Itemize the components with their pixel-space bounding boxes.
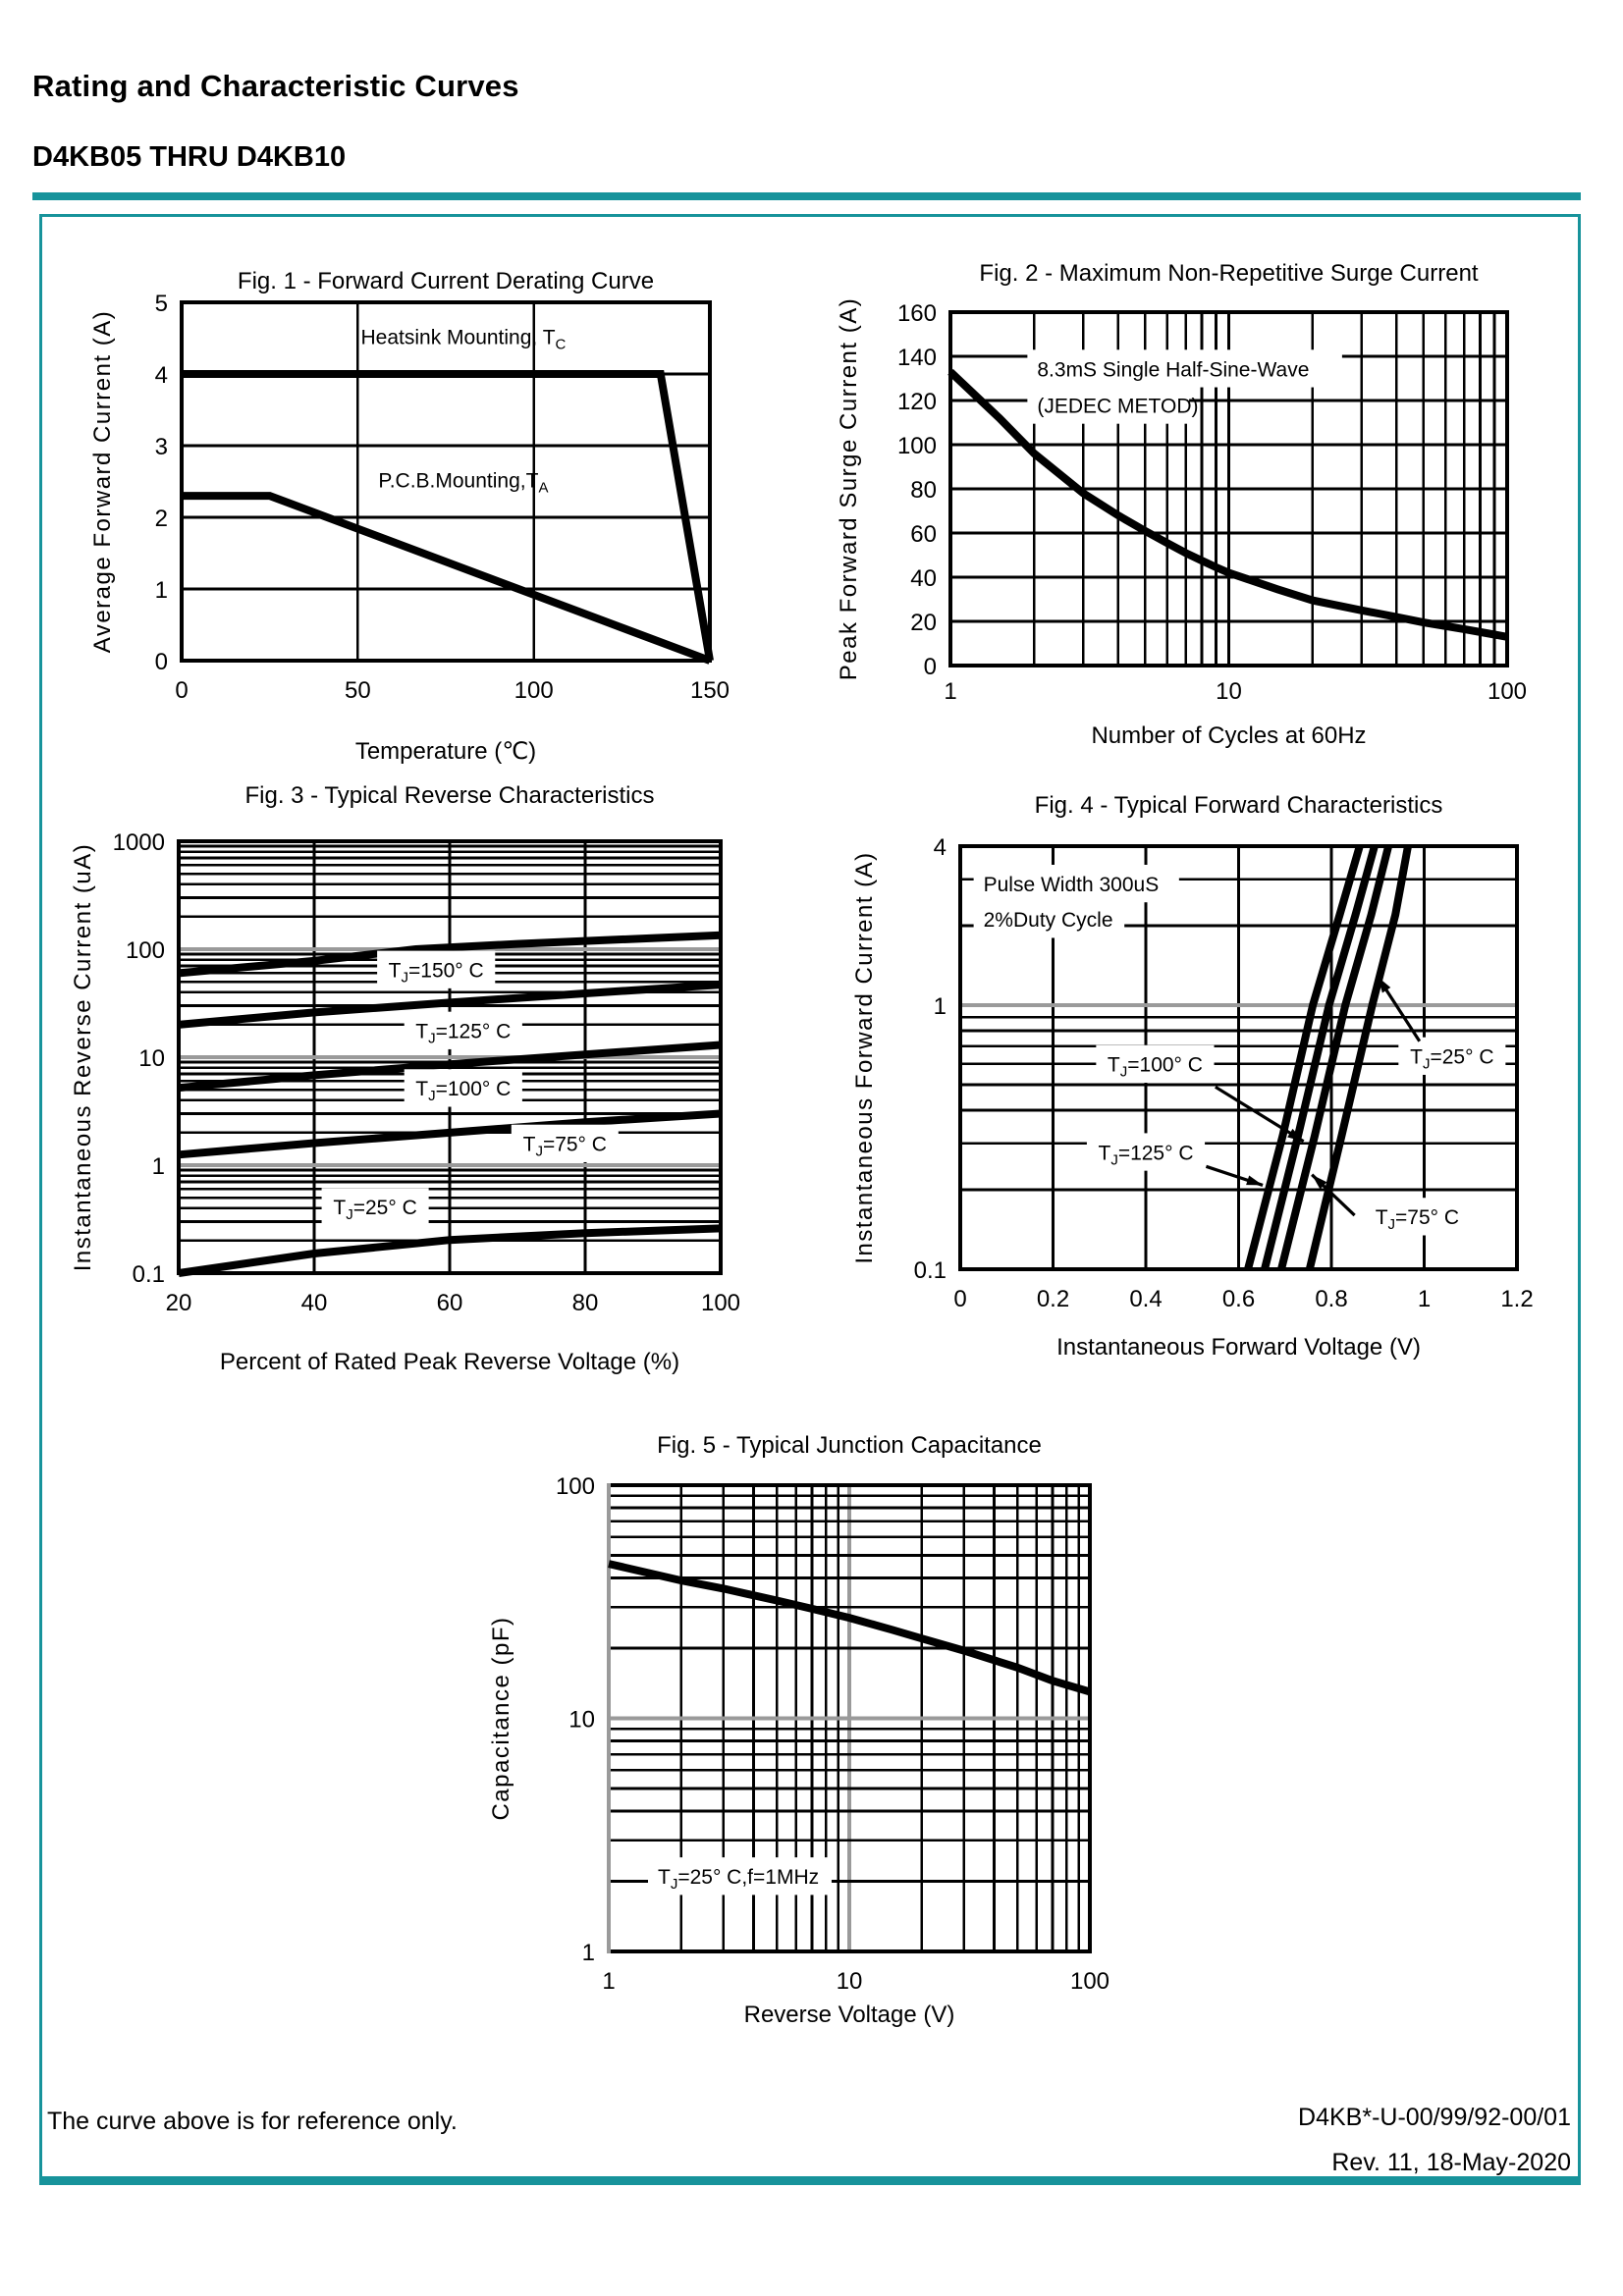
reference-note: The curve above is for reference only. xyxy=(47,2108,458,2135)
svg-text:1: 1 xyxy=(602,1968,616,1995)
svg-text:0.2: 0.2 xyxy=(1036,1286,1070,1312)
svg-text:10: 10 xyxy=(836,1968,863,1995)
svg-text:0.8: 0.8 xyxy=(1315,1286,1348,1312)
fig4-label-tj-75-c: $T_J=75^\circ$ C xyxy=(1375,1206,1460,1234)
fig1-label-heatsink-mounting-tc: Heatsink Mounting, $T_C$ xyxy=(360,326,567,353)
svg-text:10: 10 xyxy=(138,1045,165,1072)
svg-text:1: 1 xyxy=(581,1940,595,1966)
svg-text:100: 100 xyxy=(1487,678,1528,705)
svg-text:0: 0 xyxy=(154,649,168,675)
svg-text:1.2: 1.2 xyxy=(1500,1286,1534,1312)
fig3-grid xyxy=(179,841,721,1273)
svg-text:160: 160 xyxy=(896,300,937,327)
svg-text:50: 50 xyxy=(344,677,371,704)
svg-text:0: 0 xyxy=(953,1286,967,1312)
fig3-label-tj-100-c: $T_J=100^\circ$ C xyxy=(415,1078,512,1105)
svg-text:3: 3 xyxy=(154,434,168,460)
svg-text:1: 1 xyxy=(944,678,957,705)
fig2-maximum-non-repetitive-surge-current-chart xyxy=(836,260,1527,749)
svg-text:1: 1 xyxy=(1417,1286,1432,1312)
svg-text:0.6: 0.6 xyxy=(1221,1286,1256,1312)
svg-text:0: 0 xyxy=(175,677,189,704)
fig1-forward-current-derating-curve-chart xyxy=(89,268,730,765)
svg-text:80: 80 xyxy=(571,1290,599,1316)
document-number: D4KB*-U-00/99/92-00/01 xyxy=(1298,2104,1571,2131)
part-number-range: D4KB05 THRU D4KB10 xyxy=(32,141,347,173)
fig2-label-jedec-metod: (JEDEC METOD) xyxy=(1037,395,1199,418)
svg-text:1000: 1000 xyxy=(112,829,165,856)
fig2-label-8-3ms-single-half-sine-wave: 8.3mS Single Half-Sine-Wave xyxy=(1037,358,1310,382)
fig4-y-axis-title: Instantaneous Forward Current (A) xyxy=(851,851,878,1264)
svg-text:10: 10 xyxy=(1216,678,1242,705)
svg-text:120: 120 xyxy=(896,389,937,415)
fig5-typical-junction-capacitance-chart xyxy=(488,1432,1109,2028)
svg-text:60: 60 xyxy=(436,1290,463,1316)
fig3-label-tj-125-c: $T_J=125^\circ$ C xyxy=(415,1020,512,1047)
fig4-label-2-duty-cycle: 2%Duty Cycle xyxy=(983,909,1113,933)
svg-text:20: 20 xyxy=(165,1290,192,1316)
fig3-y-axis-title: Instantaneous Reverse Current (uA) xyxy=(70,842,96,1272)
fig3-label-tj-75-c: $T_J=75^\circ$ C xyxy=(522,1133,607,1160)
fig4-label-tj-125-c: $T_J=125^\circ$ C xyxy=(1098,1142,1194,1169)
svg-text:0.4: 0.4 xyxy=(1129,1286,1163,1312)
svg-text:0.1: 0.1 xyxy=(913,1257,947,1284)
fig1-title: Fig. 1 - Forward Current Derating Curve xyxy=(237,268,655,294)
svg-text:60: 60 xyxy=(910,521,937,548)
fig2-x-axis-title: Number of Cycles at 60Hz xyxy=(1091,722,1367,749)
svg-text:1: 1 xyxy=(933,992,947,1020)
revision-date: Rev. 11, 18-May-2020 xyxy=(1331,2149,1571,2176)
fig4-callout-arrow-2 xyxy=(1206,1166,1263,1185)
svg-text:100: 100 xyxy=(896,433,937,459)
svg-text:40: 40 xyxy=(910,565,937,592)
svg-text:150: 150 xyxy=(689,677,730,704)
fig4-title: Fig. 4 - Typical Forward Characteristics xyxy=(1034,792,1443,819)
svg-text:40: 40 xyxy=(300,1290,328,1316)
svg-text:100: 100 xyxy=(555,1473,595,1500)
fig5-title: Fig. 5 - Typical Junction Capacitance xyxy=(657,1432,1042,1459)
fig4-x-axis-title: Instantaneous Forward Voltage (V) xyxy=(1056,1334,1421,1361)
fig5-y-axis-title: Capacitance (pF) xyxy=(488,1616,514,1821)
fig4-typical-forward-characteristics-chart xyxy=(851,792,1534,1361)
fig1-label-p-c-b-mounting-ta: $P.C.B.Mounting,T_A$ xyxy=(378,469,549,497)
svg-text:4: 4 xyxy=(154,362,168,389)
fig1-x-axis-title: Temperature (℃) xyxy=(354,738,537,765)
svg-text:100: 100 xyxy=(700,1290,741,1316)
svg-text:100: 100 xyxy=(514,677,554,704)
fig1-y-axis-title: Average Forward Current (A) xyxy=(89,309,116,654)
svg-text:2: 2 xyxy=(154,506,168,532)
page-title: Rating and Characteristic Curves xyxy=(32,69,519,103)
svg-text:0.1: 0.1 xyxy=(132,1261,165,1288)
svg-text:10: 10 xyxy=(568,1706,595,1734)
svg-text:100: 100 xyxy=(1069,1968,1110,1995)
fig4-label-tj-25-c: $T_J=25^\circ$ C xyxy=(1410,1045,1494,1073)
svg-text:5: 5 xyxy=(154,291,168,317)
fig2-y-axis-title: Peak Forward Surge Current (A) xyxy=(836,296,862,681)
svg-text:100: 100 xyxy=(125,937,165,964)
svg-text:4: 4 xyxy=(933,834,947,861)
fig3-label-tj-25-c: $T_J=25^\circ$ C xyxy=(333,1197,417,1224)
fig3-typical-reverse-characteristics-chart xyxy=(70,782,740,1375)
fig2-title: Fig. 2 - Maximum Non-Repetitive Surge Current xyxy=(979,260,1479,287)
fig1-series-pcb-mounting-ta xyxy=(182,496,710,661)
fig5-axis-ticks xyxy=(556,1473,1109,1995)
svg-text:1: 1 xyxy=(151,1153,165,1180)
fig5-x-axis-title: Reverse Voltage (V) xyxy=(743,2002,955,2028)
fig3-x-axis-title: Percent of Rated Peak Reverse Voltage (%) xyxy=(219,1349,680,1375)
fig4-label-pulse-width-300us: Pulse Width 300uS xyxy=(983,873,1160,896)
svg-text:80: 80 xyxy=(910,477,937,504)
svg-text:140: 140 xyxy=(896,345,937,371)
svg-text:20: 20 xyxy=(910,610,937,636)
fig4-label-tj-100-c: $T_J=100^\circ$ C xyxy=(1107,1053,1203,1081)
svg-text:0: 0 xyxy=(923,654,937,680)
fig3-label-tj-150-c: $T_J=150^\circ$ C xyxy=(388,959,484,987)
svg-text:1: 1 xyxy=(154,577,168,604)
fig3-title: Fig. 3 - Typical Reverse Characteristics xyxy=(244,782,655,809)
fig5-label-tj-25-c-f-1mhz: $T_J=25^\circ$ C,f=1MHz xyxy=(658,1866,820,1894)
